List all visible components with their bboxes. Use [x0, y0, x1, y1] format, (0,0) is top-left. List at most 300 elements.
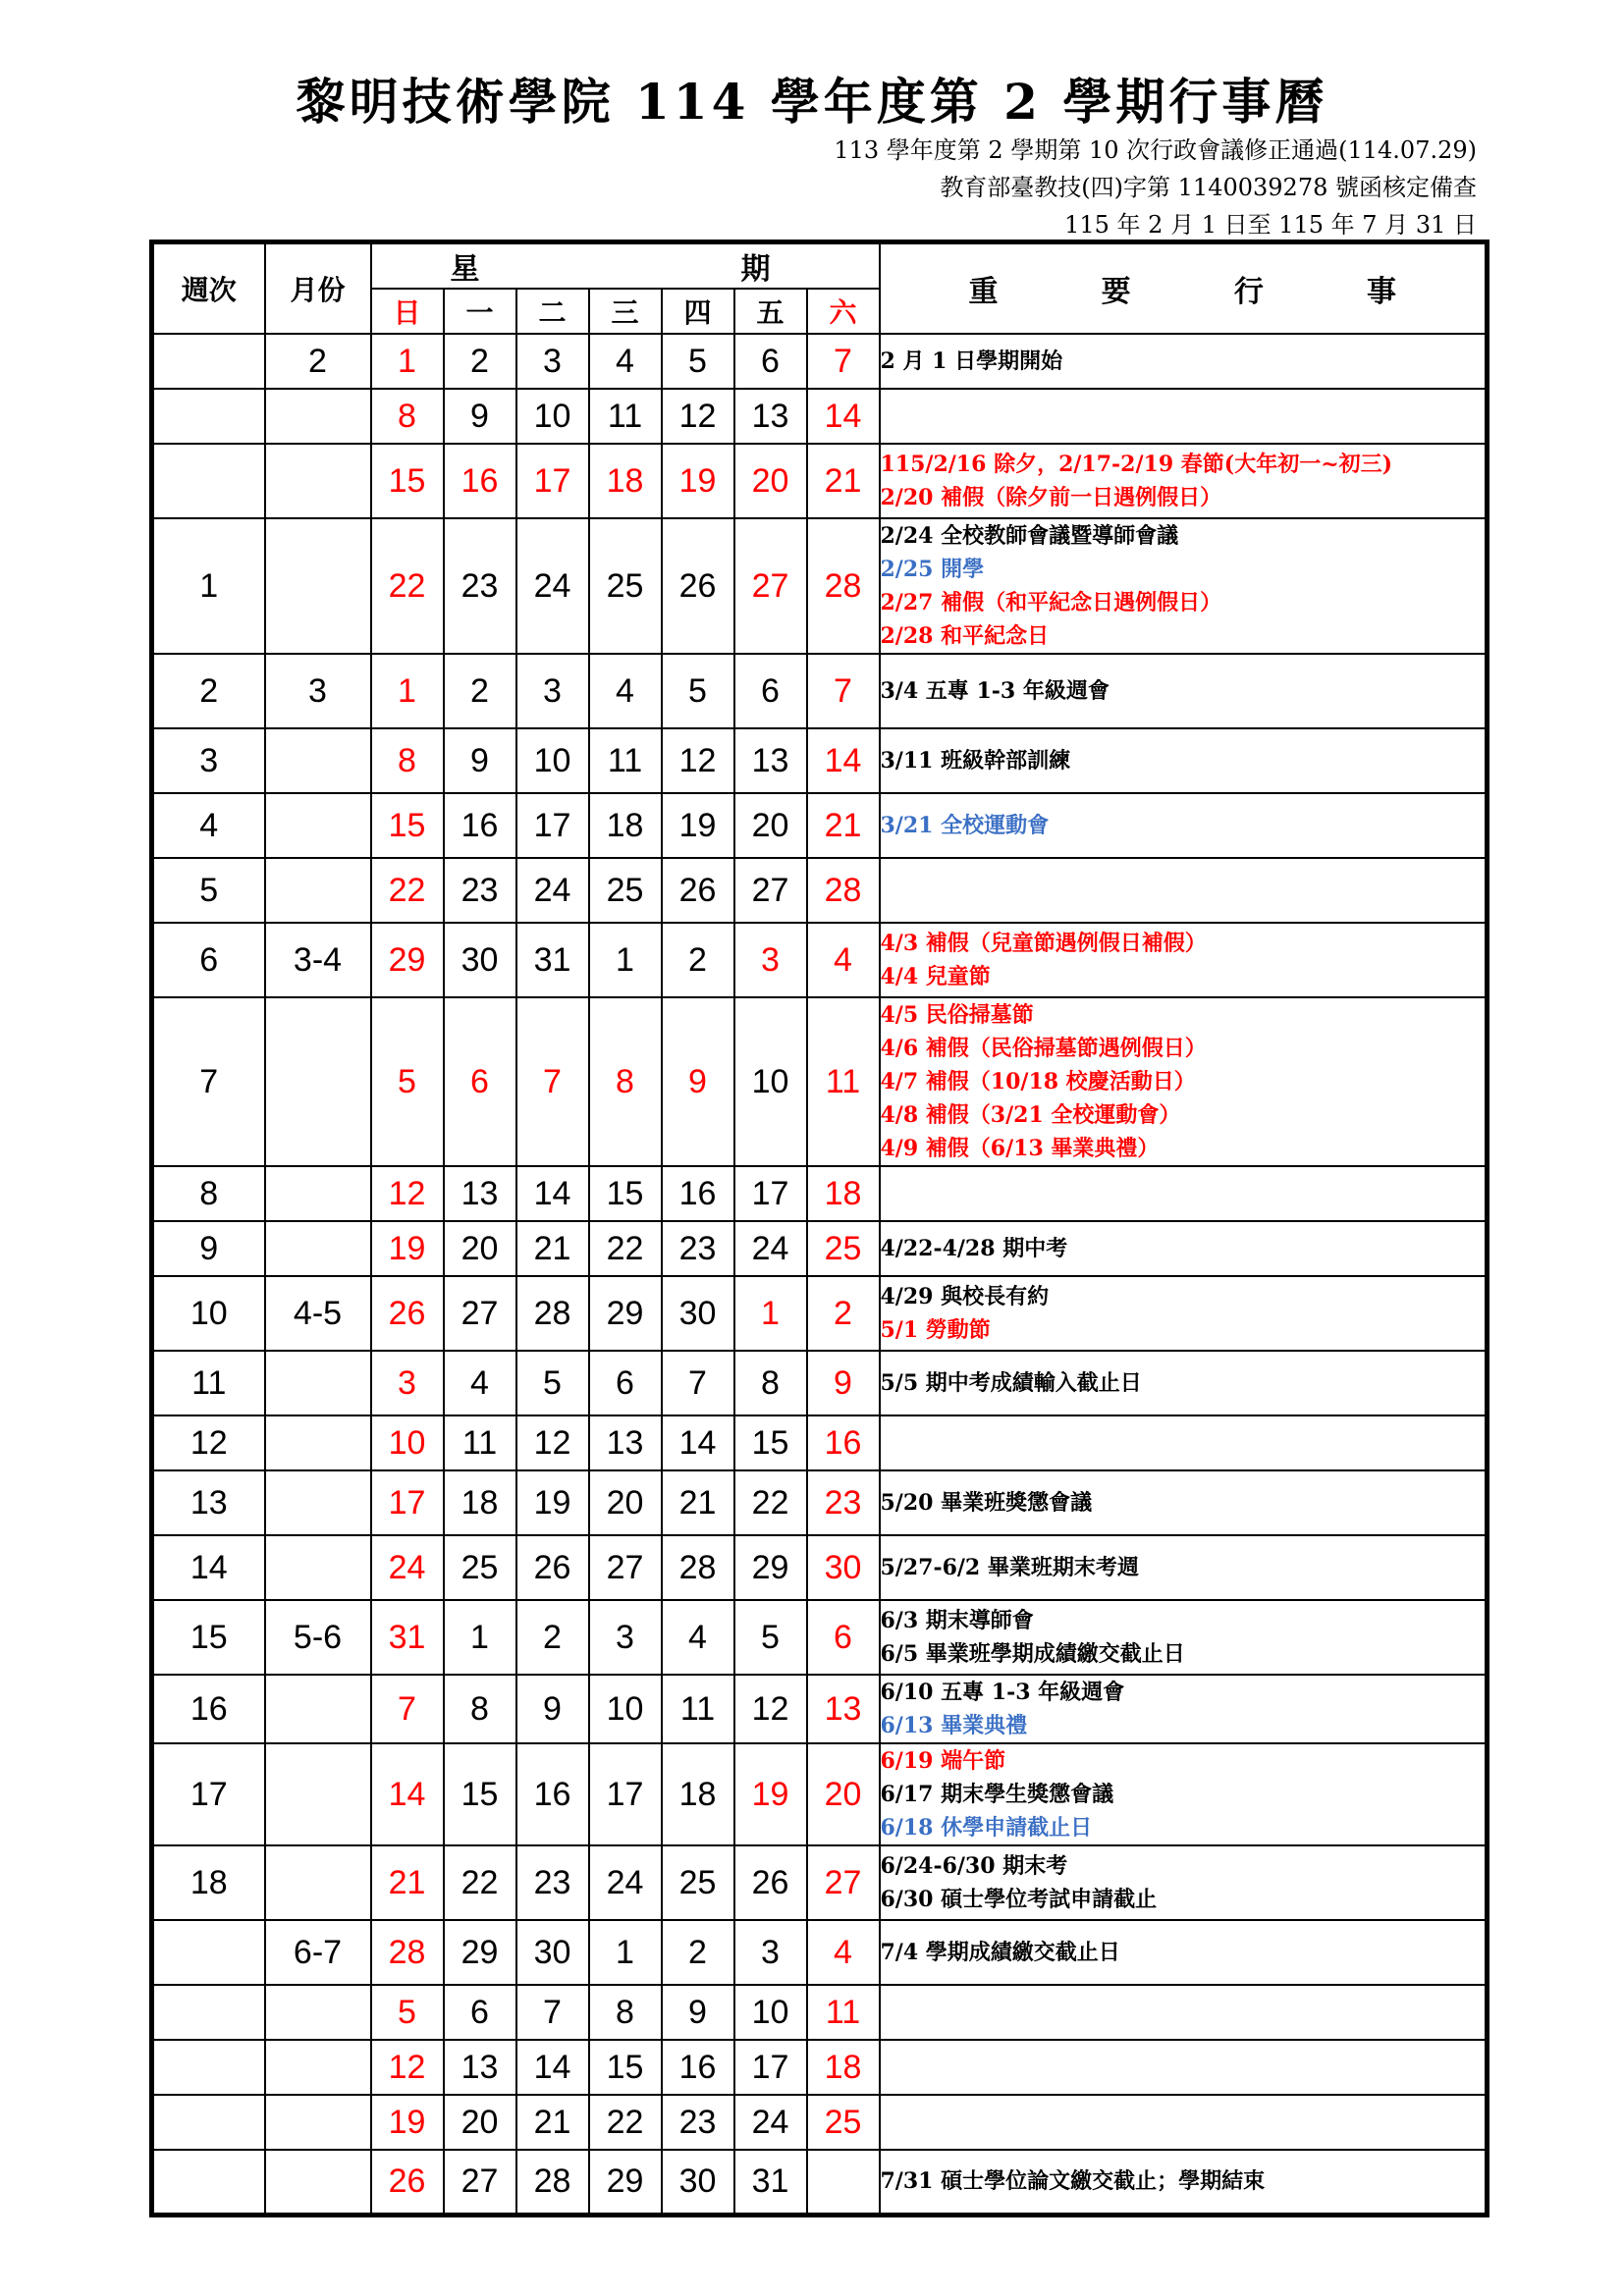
- day-header-sat: 六: [807, 289, 880, 334]
- holiday-date-cell: 16: [807, 1415, 880, 1470]
- week-number: 16: [152, 1675, 265, 1743]
- holiday-date-cell: 21: [371, 1845, 444, 1920]
- events-cell: [880, 2095, 1488, 2150]
- month-label: 4-5: [265, 1276, 371, 1351]
- date-cell: 25: [444, 1535, 516, 1600]
- calendar-body: [152, 334, 1488, 2215]
- date-cell: 30: [662, 2150, 734, 2215]
- month-label: [265, 997, 371, 1166]
- holiday-date-cell: 22: [371, 858, 444, 923]
- table-row: [152, 1535, 1488, 1600]
- date-cell: 13: [444, 2040, 516, 2095]
- date-cell: 11: [589, 728, 662, 793]
- event-item: 2/25 開學: [880, 557, 985, 582]
- holiday-date-cell: 8: [589, 997, 662, 1166]
- date-cell: 20: [734, 793, 807, 858]
- date-cell: 2: [444, 654, 516, 728]
- events-cell: [880, 518, 1488, 654]
- date-cell: 24: [516, 518, 589, 654]
- events-header-char: 行: [1233, 275, 1264, 309]
- date-cell: 11: [662, 1675, 734, 1743]
- table-row: [152, 518, 1488, 654]
- date-cell: 30: [444, 923, 516, 997]
- date-cell: 26: [662, 858, 734, 923]
- date-cell: [807, 2150, 880, 2215]
- event-item: 7/31 碩士學位論文繳交截止；學期結束: [880, 2168, 1266, 2195]
- events-cell: [880, 1920, 1488, 1985]
- date-cell: 3: [734, 1920, 807, 1985]
- event-item: 6/10 五專 1-3 年級週會: [880, 1680, 1125, 1705]
- weekday-group-header: [371, 242, 880, 290]
- events-cell: [880, 1600, 1488, 1675]
- events-cell: [880, 858, 1488, 923]
- date-cell: 3: [589, 1600, 662, 1675]
- month-label: [265, 1675, 371, 1743]
- date-cell: 27: [734, 858, 807, 923]
- holiday-date-cell: 15: [371, 444, 444, 518]
- event-item: 4/4 兒童節: [880, 964, 991, 989]
- calendar-table: [149, 240, 1489, 2217]
- date-cell: 8: [444, 1675, 516, 1743]
- week-number: 13: [152, 1470, 265, 1535]
- date-cell: 4: [589, 334, 662, 389]
- date-cell: 5: [516, 1351, 589, 1415]
- table-row: [152, 1743, 1488, 1845]
- date-cell: 6: [734, 334, 807, 389]
- date-cell: 4: [444, 1351, 516, 1415]
- page-title: 黎明技術學院 114 學年度第 2 學期行事曆: [296, 73, 1328, 131]
- month-label: [265, 858, 371, 923]
- date-cell: 4: [589, 654, 662, 728]
- date-cell: 12: [516, 1415, 589, 1470]
- holiday-date-cell: 5: [371, 997, 444, 1166]
- date-cell: 21: [662, 1470, 734, 1535]
- events-cell: [880, 654, 1488, 728]
- week-number: [152, 2095, 265, 2150]
- week-number: 18: [152, 1845, 265, 1920]
- date-cell: 27: [589, 1535, 662, 1600]
- date-cell: 24: [734, 1221, 807, 1276]
- date-cell: 4: [662, 1600, 734, 1675]
- month-label: [265, 2150, 371, 2215]
- event-item: 2/20 補假（除夕前一日遇例假日）: [880, 485, 1222, 510]
- date-cell: 28: [662, 1535, 734, 1600]
- event-item: 4/6 補假（民俗掃墓節遇例假日）: [880, 1036, 1207, 1061]
- date-cell: 9: [444, 389, 516, 444]
- event-item: 4/7 補假（10/18 校慶活動日）: [880, 1069, 1196, 1095]
- day-header-wed: 三: [589, 289, 662, 334]
- date-cell: 2: [444, 334, 516, 389]
- date-cell: 22: [589, 1221, 662, 1276]
- week-number: 4: [152, 793, 265, 858]
- events-cell: [880, 1470, 1488, 1535]
- holiday-date-cell: 19: [662, 444, 734, 518]
- date-cell: 20: [589, 1470, 662, 1535]
- table-row: [152, 2040, 1488, 2095]
- date-cell: 29: [444, 1920, 516, 1985]
- holiday-date-cell: 8: [371, 389, 444, 444]
- table-row: [152, 1600, 1488, 1675]
- event-item: 6/24-6/30 期末考: [880, 1853, 1068, 1879]
- date-cell: 23: [662, 1221, 734, 1276]
- date-cell: 16: [662, 2040, 734, 2095]
- holiday-date-cell: 26: [371, 2150, 444, 2215]
- events-column-header: [880, 242, 1488, 335]
- date-cell: 23: [444, 858, 516, 923]
- events-cell: [880, 1221, 1488, 1276]
- month-label: 5-6: [265, 1600, 371, 1675]
- date-cell: 10: [734, 1985, 807, 2040]
- date-cell: 28: [516, 2150, 589, 2215]
- week-number: 12: [152, 1415, 265, 1470]
- week-number: 2: [152, 654, 265, 728]
- table-row: [152, 654, 1488, 728]
- events-cell: [880, 1845, 1488, 1920]
- month-label: 6-7: [265, 1920, 371, 1985]
- event-item: 6/3 期末導師會: [880, 1608, 1034, 1633]
- holiday-date-cell: 9: [662, 997, 734, 1166]
- date-cell: 18: [589, 793, 662, 858]
- ministry-approval-note: 教育部臺教技(四)字第 1140039278 號函核定備查: [940, 174, 1477, 201]
- events-cell: [880, 1166, 1488, 1221]
- date-cell: 9: [516, 1675, 589, 1743]
- date-cell: 30: [662, 1276, 734, 1351]
- date-cell: 7: [662, 1351, 734, 1415]
- holiday-date-cell: 15: [371, 793, 444, 858]
- date-cell: 29: [734, 1535, 807, 1600]
- holiday-date-cell: 27: [734, 518, 807, 654]
- month-label: [265, 1743, 371, 1845]
- table-row: [152, 1920, 1488, 1985]
- holiday-date-cell: 31: [371, 1600, 444, 1675]
- event-item: 6/19 端午節: [880, 1748, 1006, 1774]
- holiday-date-cell: 18: [807, 2040, 880, 2095]
- date-cell: 13: [444, 1166, 516, 1221]
- date-cell: 25: [662, 1845, 734, 1920]
- date-cell: 3: [516, 654, 589, 728]
- week-number: 10: [152, 1276, 265, 1351]
- date-cell: 23: [662, 2095, 734, 2150]
- event-item: 6/5 畢業班學期成績繳交截止日: [880, 1641, 1185, 1667]
- date-cell: 21: [516, 2095, 589, 2150]
- month-label: [265, 518, 371, 654]
- event-item: 5/1 勞動節: [880, 1317, 991, 1343]
- table-row: [152, 858, 1488, 923]
- holiday-date-cell: 11: [807, 1985, 880, 2040]
- date-cell: 26: [662, 518, 734, 654]
- date-cell: 16: [444, 793, 516, 858]
- day-header-tue: 二: [516, 289, 589, 334]
- date-cell: 29: [589, 2150, 662, 2215]
- event-item: 2/27 補假（和平紀念日遇例假日）: [880, 590, 1222, 615]
- table-row: [152, 1985, 1488, 2040]
- date-cell: 23: [444, 518, 516, 654]
- date-cell: 24: [516, 858, 589, 923]
- date-cell: 1: [444, 1600, 516, 1675]
- holiday-date-cell: 12: [371, 2040, 444, 2095]
- date-cell: 24: [734, 2095, 807, 2150]
- date-cell: 17: [734, 2040, 807, 2095]
- date-cell: 31: [516, 923, 589, 997]
- events-cell: [880, 728, 1488, 793]
- holiday-date-cell: 9: [807, 1351, 880, 1415]
- date-cell: 23: [516, 1845, 589, 1920]
- month-label: [265, 1221, 371, 1276]
- date-cell: 11: [589, 389, 662, 444]
- week-number: [152, 2150, 265, 2215]
- holiday-date-cell: 28: [807, 858, 880, 923]
- events-cell: [880, 1351, 1488, 1415]
- date-cell: 5: [662, 334, 734, 389]
- date-cell: 27: [444, 1276, 516, 1351]
- date-cell: 19: [516, 1470, 589, 1535]
- holiday-date-cell: 17: [371, 1470, 444, 1535]
- date-cell: 24: [589, 1845, 662, 1920]
- holiday-date-cell: 14: [807, 728, 880, 793]
- month-label: [265, 1535, 371, 1600]
- week-number: [152, 444, 265, 518]
- events-cell: [880, 1743, 1488, 1845]
- weekday-label-right: 期: [740, 252, 771, 287]
- holiday-date-cell: 7: [807, 654, 880, 728]
- date-cell: 21: [516, 1221, 589, 1276]
- events-cell: [880, 1985, 1488, 2040]
- date-cell: 26: [516, 1535, 589, 1600]
- table-row: [152, 2150, 1488, 2215]
- holiday-date-cell: 4: [807, 923, 880, 997]
- events-header-char: 事: [1366, 275, 1396, 309]
- week-number: 11: [152, 1351, 265, 1415]
- date-cell: 13: [734, 389, 807, 444]
- date-cell: 2: [516, 1600, 589, 1675]
- event-item: 6/13 畢業典禮: [880, 1713, 1028, 1738]
- date-cell: 1: [589, 1920, 662, 1985]
- events-cell: [880, 793, 1488, 858]
- date-cell: 19: [662, 793, 734, 858]
- event-item: 4/9 補假（6/13 畢業典禮）: [880, 1136, 1160, 1161]
- holiday-date-cell: 24: [371, 1535, 444, 1600]
- date-cell: 9: [662, 1985, 734, 2040]
- week-number: 1: [152, 518, 265, 654]
- holiday-date-cell: 5: [371, 1985, 444, 2040]
- event-item: 3/11 班級幹部訓練: [880, 748, 1071, 774]
- date-cell: 14: [516, 1166, 589, 1221]
- event-item: 4/3 補假（兒童節遇例假日補假）: [880, 931, 1207, 956]
- month-label: [265, 1985, 371, 2040]
- day-header-thu: 四: [662, 289, 734, 334]
- date-cell: 9: [444, 728, 516, 793]
- date-cell: 16: [662, 1166, 734, 1221]
- holiday-date-cell: 14: [371, 1743, 444, 1845]
- month-label: [265, 728, 371, 793]
- date-range: 115 年 2 月 1 日至 115 年 7 月 31 日: [1064, 211, 1477, 239]
- holiday-date-cell: 10: [371, 1415, 444, 1470]
- day-header-mon: 一: [444, 289, 516, 334]
- week-number: 6: [152, 923, 265, 997]
- date-cell: 2: [662, 923, 734, 997]
- table-row: [152, 997, 1488, 1166]
- date-cell: 5: [734, 1600, 807, 1675]
- date-cell: 13: [589, 1415, 662, 1470]
- date-cell: 1: [589, 923, 662, 997]
- holiday-date-cell: 18: [807, 1166, 880, 1221]
- date-cell: 10: [734, 997, 807, 1166]
- event-item: 5/20 畢業班獎懲會議: [880, 1490, 1093, 1516]
- date-cell: 5: [662, 654, 734, 728]
- week-number: 5: [152, 858, 265, 923]
- events-cell: [880, 997, 1488, 1166]
- date-cell: 29: [589, 1276, 662, 1351]
- date-cell: 7: [516, 1985, 589, 2040]
- holiday-date-cell: 11: [807, 997, 880, 1166]
- events-cell: [880, 2040, 1488, 2095]
- event-item: 4/5 民俗掃墓節: [880, 1002, 1034, 1028]
- date-cell: 25: [589, 518, 662, 654]
- month-label: [265, 793, 371, 858]
- month-label: 3-4: [265, 923, 371, 997]
- month-label: [265, 1166, 371, 1221]
- date-cell: 8: [589, 1985, 662, 2040]
- weekday-label-left: 星: [450, 252, 480, 287]
- table-row: [152, 1221, 1488, 1276]
- table-row: [152, 1845, 1488, 1920]
- date-cell: 6: [589, 1351, 662, 1415]
- event-item: 3/21 全校運動會: [880, 813, 1050, 838]
- date-cell: 17: [516, 793, 589, 858]
- events-cell: [880, 1675, 1488, 1743]
- week-number: [152, 2040, 265, 2095]
- holiday-date-cell: 1: [371, 654, 444, 728]
- event-item: 6/18 休學申請截止日: [880, 1815, 1093, 1841]
- week-number: [152, 1985, 265, 2040]
- date-cell: 10: [516, 728, 589, 793]
- date-cell: 11: [444, 1415, 516, 1470]
- month-label: [265, 2095, 371, 2150]
- holiday-date-cell: 12: [371, 1166, 444, 1221]
- events-header-char: 重: [968, 275, 999, 309]
- table-row: [152, 444, 1488, 518]
- date-cell: 18: [444, 1470, 516, 1535]
- holiday-date-cell: 6: [444, 997, 516, 1166]
- date-cell: 10: [516, 389, 589, 444]
- table-row: [152, 1675, 1488, 1743]
- calendar-header: [152, 242, 1488, 335]
- date-cell: 12: [734, 1675, 807, 1743]
- holiday-date-cell: 21: [807, 444, 880, 518]
- date-cell: 3: [516, 334, 589, 389]
- events-header-char: 要: [1101, 275, 1131, 309]
- month-label: [265, 444, 371, 518]
- date-cell: 16: [516, 1743, 589, 1845]
- date-cell: 6: [444, 1985, 516, 2040]
- holiday-date-cell: 16: [444, 444, 516, 518]
- holiday-date-cell: 26: [371, 1276, 444, 1351]
- approval-note: 113 學年度第 2 學期第 10 次行政會議修正通過(114.07.29): [834, 136, 1477, 164]
- week-number: [152, 1920, 265, 1985]
- events-cell: [880, 923, 1488, 997]
- events-cell: [880, 1535, 1488, 1600]
- events-cell: [880, 2150, 1488, 2215]
- holiday-date-cell: 3: [734, 923, 807, 997]
- holiday-date-cell: 7: [371, 1675, 444, 1743]
- holiday-date-cell: 28: [807, 518, 880, 654]
- holiday-date-cell: 1: [371, 334, 444, 389]
- event-item: 6/17 期末學生獎懲會議: [880, 1782, 1114, 1807]
- week-number: 3: [152, 728, 265, 793]
- month-label: [265, 1351, 371, 1415]
- holiday-date-cell: 2: [807, 1276, 880, 1351]
- month-column-header: 月份: [265, 242, 371, 335]
- date-cell: 15: [734, 1415, 807, 1470]
- table-row: [152, 923, 1488, 997]
- event-item: 3/4 五專 1-3 年級週會: [880, 678, 1110, 704]
- events-cell: [880, 1415, 1488, 1470]
- date-cell: 30: [516, 1920, 589, 1985]
- date-cell: 28: [516, 1276, 589, 1351]
- month-label: [265, 2040, 371, 2095]
- week-number: [152, 334, 265, 389]
- events-cell: [880, 389, 1488, 444]
- table-row: [152, 334, 1488, 389]
- event-item: 115/2/16 除夕，2/17-2/19 春節(大年初一~初三): [880, 452, 1393, 477]
- date-cell: 13: [734, 728, 807, 793]
- date-cell: 27: [444, 2150, 516, 2215]
- week-column-header: 週次: [152, 242, 265, 335]
- date-cell: 12: [662, 389, 734, 444]
- month-label: [265, 389, 371, 444]
- month-label: [265, 1845, 371, 1920]
- table-row: [152, 728, 1488, 793]
- event-item: 5/27-6/2 畢業班期末考週: [880, 1555, 1139, 1580]
- events-cell: [880, 444, 1488, 518]
- week-number: 15: [152, 1600, 265, 1675]
- event-item: 7/4 學期成績繳交截止日: [880, 1940, 1120, 1965]
- date-cell: 10: [589, 1675, 662, 1743]
- holiday-date-cell: 19: [371, 1221, 444, 1276]
- date-cell: 15: [444, 1743, 516, 1845]
- date-cell: 25: [589, 858, 662, 923]
- date-cell: 17: [734, 1166, 807, 1221]
- table-row: [152, 389, 1488, 444]
- table-row: [152, 1470, 1488, 1535]
- week-number: 14: [152, 1535, 265, 1600]
- event-item: 5/5 期中考成績輸入截止日: [880, 1370, 1142, 1396]
- events-cell: [880, 334, 1488, 389]
- holiday-date-cell: 27: [807, 1845, 880, 1920]
- holiday-date-cell: 19: [734, 1743, 807, 1845]
- holiday-date-cell: 8: [371, 728, 444, 793]
- date-cell: 22: [734, 1470, 807, 1535]
- month-label: [265, 1470, 371, 1535]
- event-item: 2/28 和平紀念日: [880, 623, 1050, 649]
- holiday-date-cell: 19: [371, 2095, 444, 2150]
- day-header-fri: 五: [734, 289, 807, 334]
- holiday-date-cell: 22: [371, 518, 444, 654]
- event-item: 6/30 碩士學位考試申請截止: [880, 1887, 1158, 1912]
- date-cell: 26: [734, 1845, 807, 1920]
- table-row: [152, 793, 1488, 858]
- holiday-date-cell: 7: [516, 997, 589, 1166]
- holiday-date-cell: 29: [371, 923, 444, 997]
- date-cell: 15: [589, 1166, 662, 1221]
- date-cell: 14: [516, 2040, 589, 2095]
- holiday-date-cell: 25: [807, 1221, 880, 1276]
- date-cell: 20: [444, 2095, 516, 2150]
- table-row: [152, 1276, 1488, 1351]
- holiday-date-cell: 30: [807, 1535, 880, 1600]
- month-label: [265, 1415, 371, 1470]
- week-number: [152, 389, 265, 444]
